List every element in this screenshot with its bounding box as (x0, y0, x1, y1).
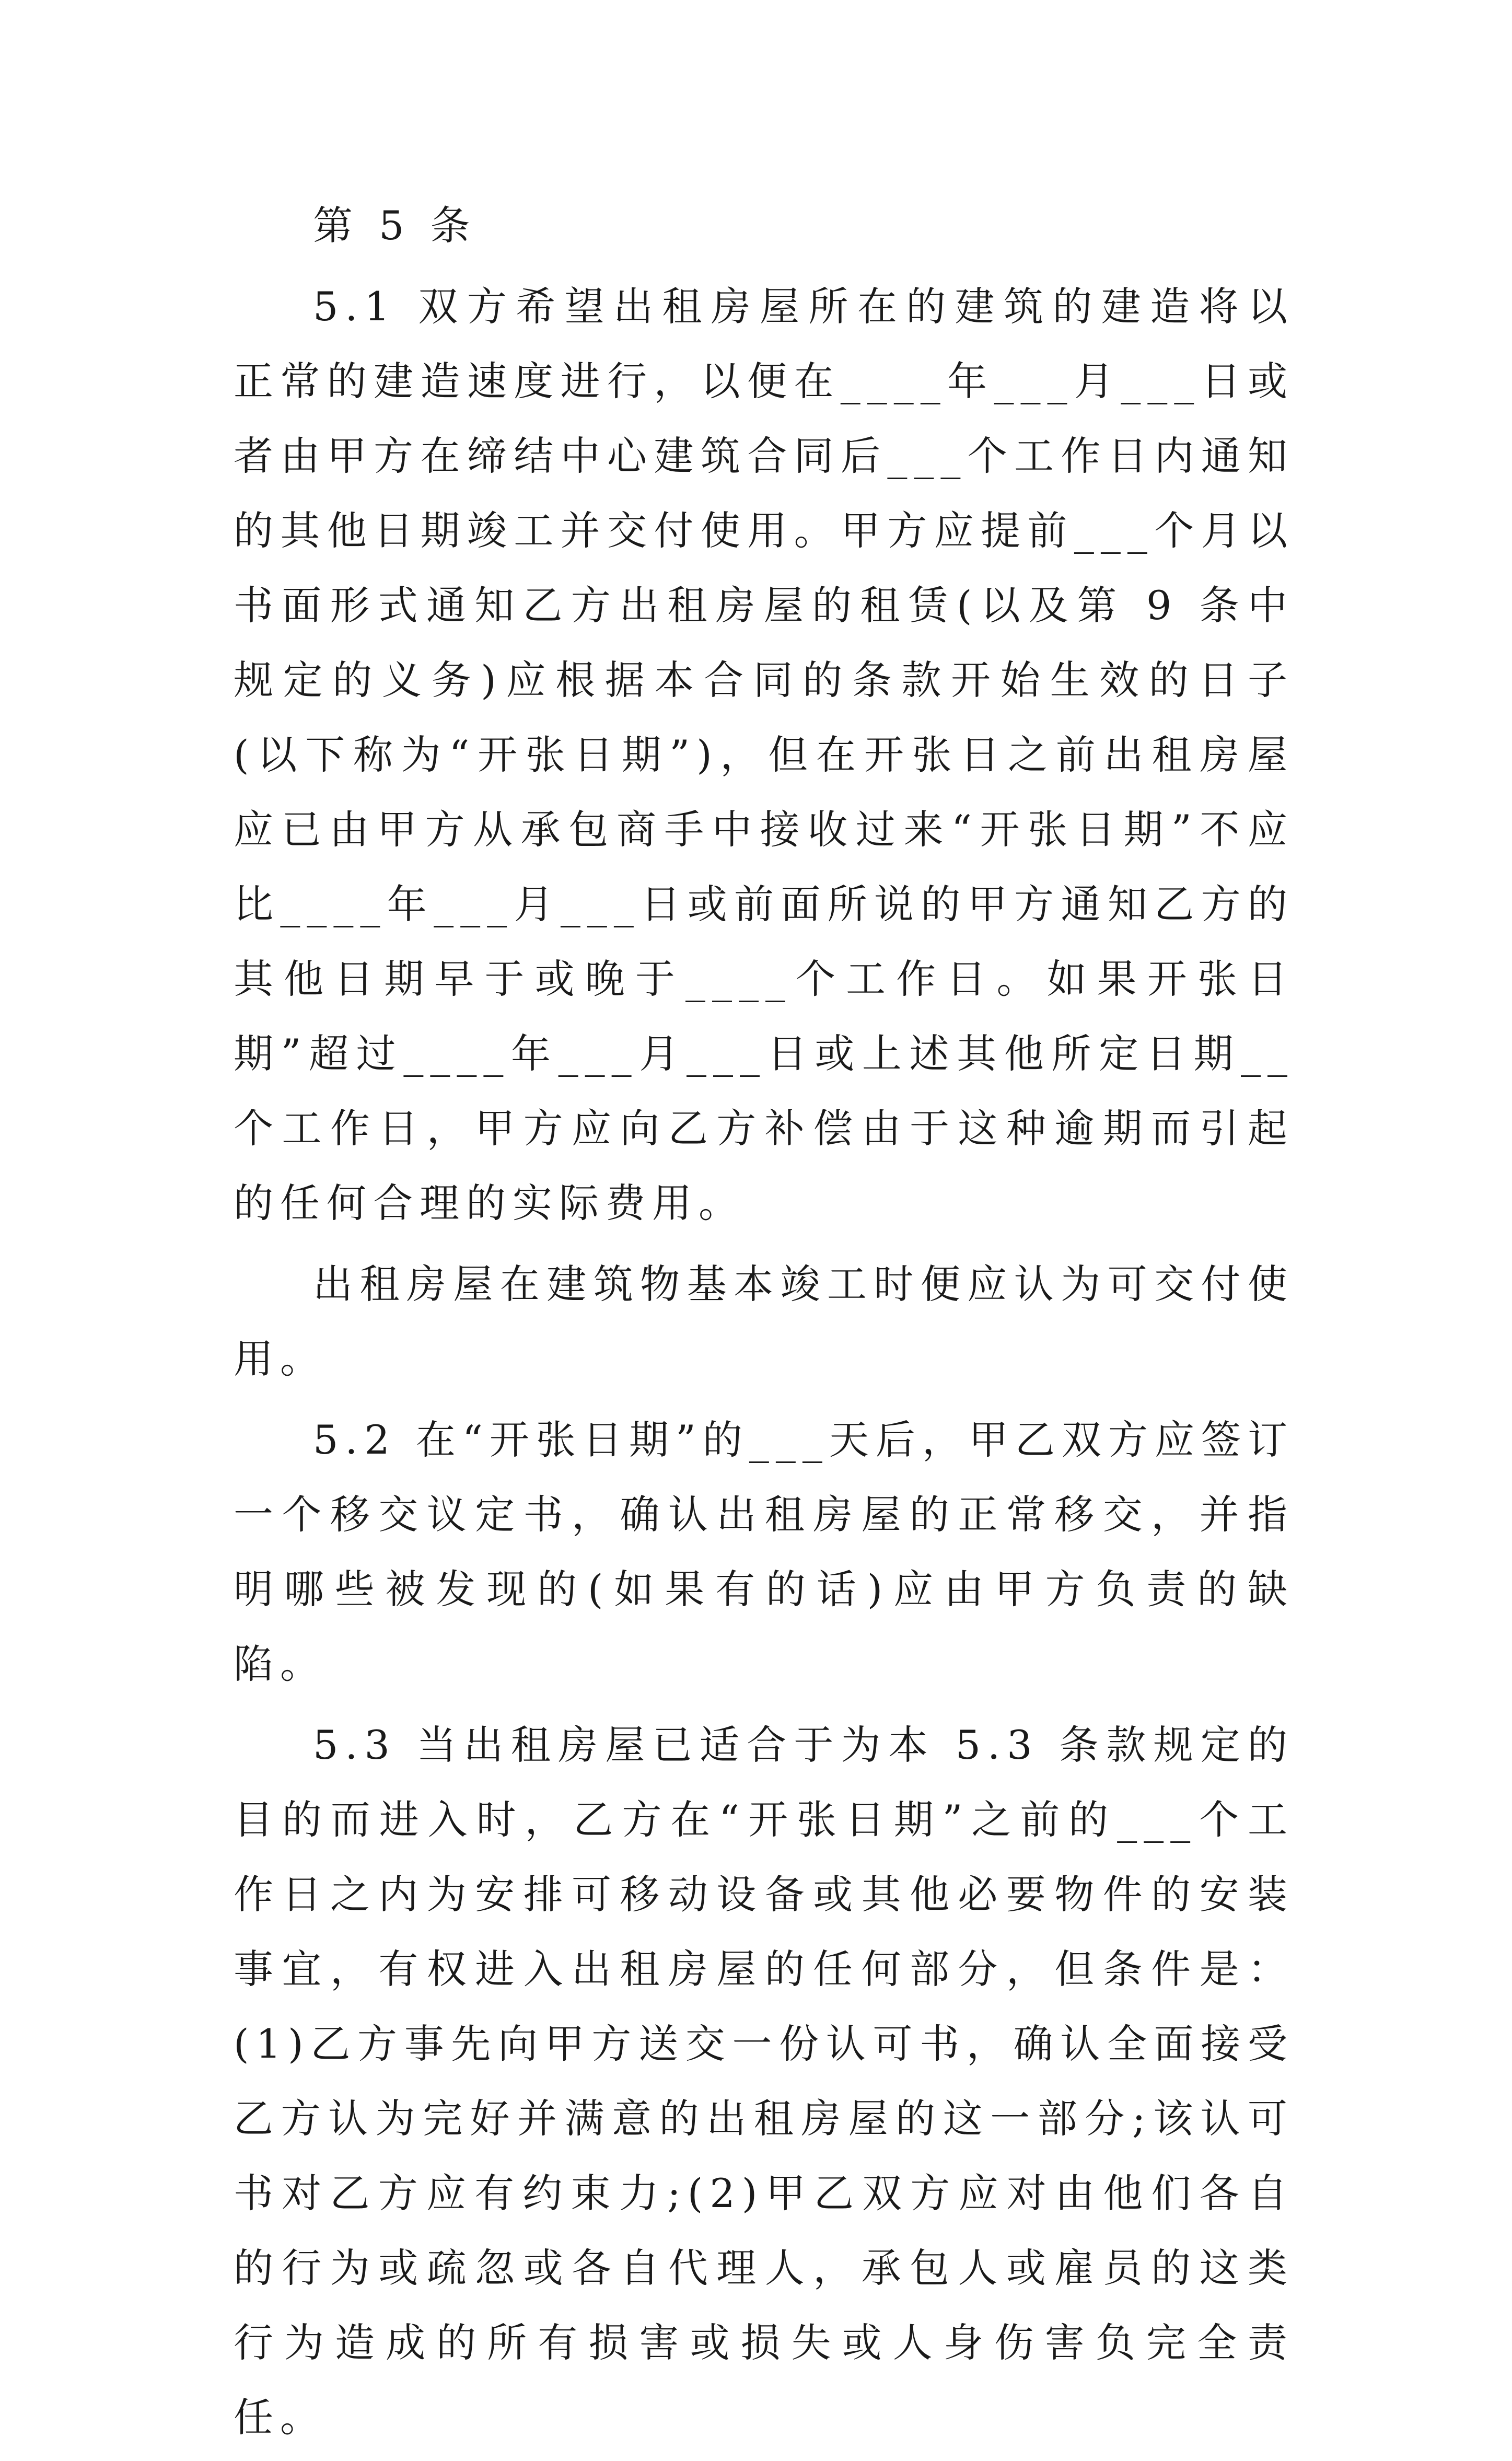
clause-5-1: 5.1 双方希望出租房屋所在的建筑的建造将以正常的建造速度进行，以便在____年___月___日或者由甲方在缔结中心建筑合同后___个工作日内通知的其他日期竣工并交付使用。甲方应提前___个月以书面形式通知乙方出租房屋的租赁(以及第 9 条中规定的义务)应根据本合同的条款开始生效的日子(以下称为“开张日期”)，但在开张日之前出租房屋应已由甲方从承包商手中接收过来“开张日期”不应比____年___月___日或前面所说的甲方通知乙方的其他日期早于或晚于____个工作日。如果开张日期”超过____年___月___日或上述其他所定日期__个工作日，甲方应向乙方补偿由于这种逾期而引起的任何合理的实际费用。 (234, 283, 1294, 1226)
document-body (234, 188, 1294, 2461)
article-heading: 第 5 条 (313, 202, 477, 249)
clause-5-3: 5.3 当出租房屋已适合于为本 5.3 条款规定的目的而进入时，乙方在“开张日期”之前的___个工作日之内为安排可移动设备或其他必要物件的安装事宜，有权进入出租房屋的任何部分，但条件是：(1)乙方事先向甲方送交一份认可书，确认全面接受乙方认为完好并满意的出租房屋的这一部分;该认可书对乙方应有约束力;(2)甲乙双方应对由他们各自的行为或疏忽或各自代理人，承包人或雇员的这类行为造成的所有损害或损失或人身伤害负完全责任。 (234, 1722, 1294, 2441)
clause-5-2: 5.2 在“开张日期”的___天后，甲乙双方应签订一个移交议定书，确认出租房屋的正常移交，并指明哪些被发现的(如果有的话)应由甲方负责的缺陷。 (234, 1417, 1294, 1687)
clause-5-1-note: 出租房屋在建筑物基本竣工时便应认为可交付使用。 (234, 1261, 1294, 1382)
